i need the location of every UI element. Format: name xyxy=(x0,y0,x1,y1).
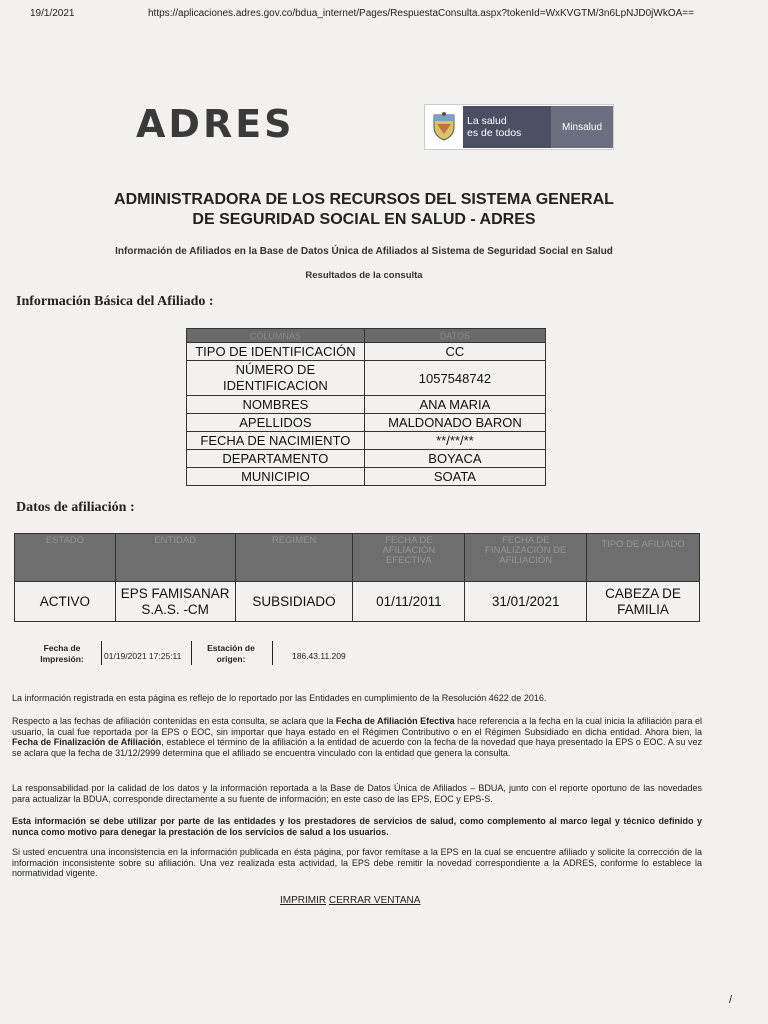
row-label: APELLIDOS xyxy=(187,414,365,432)
cell-fecha-afiliacion: 01/11/2011 xyxy=(353,582,465,622)
paragraph-2-bold: Fecha de Finalización de Afiliación xyxy=(12,737,162,747)
table-row xyxy=(187,450,546,468)
paragraph-2-text: , establece el término de la afiliación a la entidad de acuerdo con la fecha de la novedad que haya presentado la EPS o EOC. A su vez se aclara que la fecha de 31/12/2999 determina que el afiliado se encuentra vinculado con la entidad que genera la consulta. xyxy=(12,737,702,758)
column-header: DATOS xyxy=(364,329,545,343)
paragraph-4: Esta información se debe utilizar por parte de las entidades y los prestadores de servicios de salud, como complemento al marco legal y técnico definido y nunca como motivo para denegar la prestación de los servicios de salud a los usuarios. xyxy=(12,816,702,837)
results-label: Resultados de la consulta xyxy=(305,270,423,281)
page-subtitle: Información de Afiliados en la Base de Datos Única de Afiliados al Sistema de Seguridad Social en Salud xyxy=(115,246,613,257)
column-header: FECHA DE FINALIZACIÓN DE AFILIACIÓN xyxy=(465,534,587,582)
row-label: DEPARTAMENTO xyxy=(187,450,365,468)
row-value: ANA MARIA xyxy=(364,396,545,414)
minsalud-logo xyxy=(424,104,614,150)
minsalud-slogan-1: La salud xyxy=(467,115,507,127)
close-window-link[interactable]: CERRAR VENTANA xyxy=(328,895,421,906)
page-title xyxy=(60,190,668,230)
paragraph-2 xyxy=(12,716,702,758)
minsalud-slogan-2: es de todos xyxy=(467,127,522,139)
adres-logo: ADRES xyxy=(136,102,295,146)
actions xyxy=(280,895,420,906)
row-label: FECHA DE NACIMIENTO xyxy=(187,432,365,450)
title-line-1: ADMINISTRADORA DE LOS RECURSOS DEL SISTEMA GENERAL xyxy=(114,191,614,208)
row-label: TIPO DE IDENTIFICACIÓN xyxy=(187,343,365,361)
print-date-label: Fecha de Impresión: xyxy=(40,643,84,664)
station-label: Estación de origen: xyxy=(207,643,255,664)
paragraph-5: Si usted encuentra una inconsistencia en la información publicada en ésta página, por favor remítase a la EPS en la cual se encuentre afiliado y solicite la corrección de la información inconsistente sobre su afiliación. Una vez realizada esta actividad, la EPS debe remitir la novedad correspondiente a la ADRES, conforme lo establece la normatividad vigente. xyxy=(12,847,702,878)
paragraph-3: La responsabilidad por la calidad de los datos y la información reportada a la Base de Datos Única de Afiliados – BDUA, junto con el reporte oportuno de las novedades para actualizar la BDUA, corresponde directamente a su fuente de información; en este caso de las EPS, EOC y EPS-S. xyxy=(12,783,702,804)
print-link[interactable]: IMPRIMIR xyxy=(280,895,327,906)
cell-fecha-finalizacion: 31/01/2021 xyxy=(465,582,587,622)
column-header: REGIMEN xyxy=(235,534,353,582)
row-label: MUNICIPIO xyxy=(187,468,365,486)
row-value: 1057548742 xyxy=(364,361,545,396)
column-header: ENTIDAD xyxy=(115,534,235,582)
basic-info-heading: Información Básica del Afiliado : xyxy=(16,294,214,309)
table-header-row xyxy=(187,329,546,343)
cell-tipo-afiliado: CABEZA DE FAMILIA xyxy=(587,582,700,622)
minsalud-brand: Minsalud xyxy=(551,106,613,148)
divider xyxy=(101,641,102,665)
page-url: https://aplicaciones.adres.gov.co/bdua_internet/Pages/RespuestaConsulta.aspx?tokenId=WxKVGTM/3n6LpNJD0jWkOA== xyxy=(148,8,694,19)
divider xyxy=(272,641,273,665)
column-header: ESTADO xyxy=(15,534,116,582)
table-row xyxy=(187,414,546,432)
colombia-shield-icon xyxy=(425,108,463,146)
affiliation-table xyxy=(14,533,700,622)
table-row xyxy=(187,432,546,450)
column-header: FECHA DE AFILIACIÓN EFECTIVA xyxy=(353,534,465,582)
column-header: COLUMNAS xyxy=(187,329,365,343)
print-date: 19/1/2021 xyxy=(30,8,75,19)
row-value: **/**/** xyxy=(364,432,545,450)
row-value: BOYACA xyxy=(364,450,545,468)
table-row xyxy=(187,343,546,361)
basic-info-table xyxy=(186,328,546,486)
row-label: NOMBRES xyxy=(187,396,365,414)
paragraph-2-text: Respecto a las fechas de afiliación contenidas en esta consulta, se aclara que la xyxy=(12,716,336,726)
table-header-row xyxy=(15,534,700,582)
print-date-value: 01/19/2021 17:25:11 xyxy=(104,651,182,661)
row-label: NÚMERO DE IDENTIFICACION xyxy=(187,361,365,396)
paragraph-2-text: hace referencia a la fecha en la cual inicia la afiliación para el usuario, la cual fue reportada por la EPS o EOC, sin importar que haya estado en el Régimen Contributivo o en el Régimen Subsidiado en dicha entidad. Ahora bien, la xyxy=(12,716,702,737)
table-row xyxy=(187,361,546,396)
page-mark: / xyxy=(729,994,733,1006)
column-header: TIPO DE AFILIADO xyxy=(587,534,700,582)
cell-entidad: EPS FAMISANAR S.A.S. -CM xyxy=(115,582,235,622)
row-value: CC xyxy=(364,343,545,361)
station-value: 186.43.11.209 xyxy=(292,651,346,661)
cell-estado: ACTIVO xyxy=(15,582,116,622)
row-value: SOATA xyxy=(364,468,545,486)
table-row xyxy=(187,396,546,414)
table-row xyxy=(15,582,700,622)
row-value: MALDONADO BARON xyxy=(364,414,545,432)
title-line-2: DE SEGURIDAD SOCIAL EN SALUD - ADRES xyxy=(192,211,536,228)
table-row xyxy=(187,468,546,486)
cell-regimen: SUBSIDIADO xyxy=(235,582,353,622)
divider xyxy=(191,641,192,665)
affiliation-heading: Datos de afiliación : xyxy=(16,500,135,515)
paragraph-2-bold: Fecha de Afiliación Efectiva xyxy=(335,716,455,726)
paragraph-1: La información registrada en esta página es reflejo de lo reportado por las Entidades en cumplimiento de la Resolución 4622 de 2016. xyxy=(12,693,547,703)
